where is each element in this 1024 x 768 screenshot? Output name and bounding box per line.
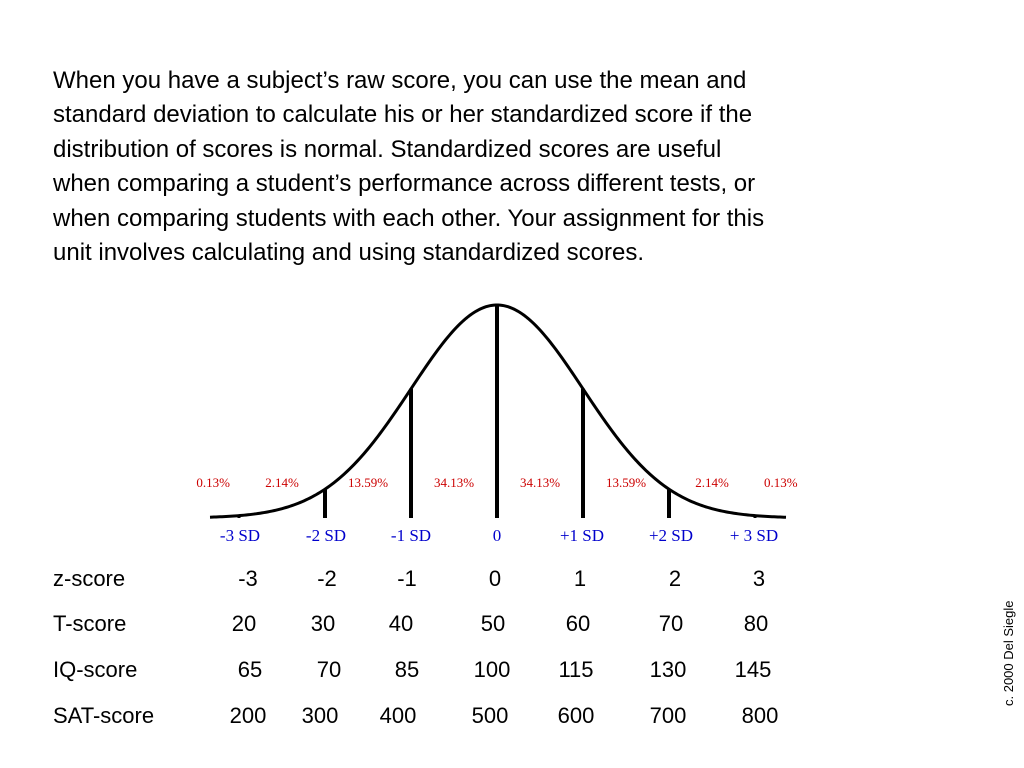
sd-label: -1 SD (390, 526, 432, 545)
score-cell: 20 (231, 611, 257, 636)
sd-label: +1 SD (559, 526, 605, 545)
paragraph-line: when comparing students with each other. Your assignment for this (53, 204, 765, 232)
percentage-label: 13.59% (605, 475, 647, 490)
percentage-label: 2.14% (265, 475, 299, 490)
score-row (0, 566, 1024, 596)
score-cell: 50 (480, 611, 506, 636)
score-cell: 70 (658, 611, 684, 636)
percentage-label: 0.13% (764, 475, 798, 490)
score-cell: 800 (741, 703, 779, 728)
paragraph-line: when comparing a student’s performance across different tests, or (53, 170, 756, 198)
sd-label: +2 SD (648, 526, 694, 545)
sd-lines (239, 305, 755, 518)
score-cell: 80 (743, 611, 769, 636)
percentage-label: 0.13% (196, 475, 230, 490)
score-row-label: z-score (53, 566, 126, 591)
score-row (0, 703, 1024, 733)
sd-label: -2 SD (305, 526, 347, 545)
score-cell: 65 (237, 657, 263, 682)
sd-labels (220, 526, 778, 545)
score-cell: 2 (668, 566, 682, 591)
percentage-label: 34.13% (519, 475, 561, 490)
score-cell: 70 (316, 657, 342, 682)
score-cell: 200 (229, 703, 267, 728)
score-cell: 700 (649, 703, 687, 728)
percentage-label: 34.13% (433, 475, 475, 490)
score-row-label: T-score (53, 611, 127, 636)
score-cell: -2 (317, 566, 337, 591)
score-cell: 130 (649, 657, 687, 682)
score-cell: 60 (565, 611, 591, 636)
score-cell: 3 (752, 566, 766, 591)
score-cell: 400 (379, 703, 417, 728)
sd-label: -3 SD (219, 526, 261, 545)
score-row (0, 611, 1024, 641)
score-cell: 1 (573, 566, 587, 591)
score-cell: 500 (471, 703, 509, 728)
paragraph-line: When you have a subject’s raw score, you can use the mean and (53, 67, 747, 94)
score-cell: -1 (397, 566, 417, 591)
score-cell: 85 (394, 657, 420, 682)
paragraph-line: distribution of scores is normal. Standardized scores are useful (53, 135, 722, 163)
score-row (0, 657, 1024, 687)
percentage-label: 13.59% (347, 475, 389, 490)
percentage-label: 2.14% (695, 475, 729, 490)
score-cell: 145 (734, 657, 772, 682)
score-cell: 40 (388, 611, 414, 636)
score-cell: 30 (310, 611, 336, 636)
score-row-label: SAT-score (53, 703, 155, 728)
sd-label: 0 (492, 526, 502, 545)
paragraph-line: unit involves calculating and using standardized scores. (53, 239, 645, 267)
paragraph-line: standard deviation to calculate his or her standardized score if the (53, 101, 753, 129)
score-row-label: IQ-score (53, 657, 138, 682)
score-cell: -3 (238, 566, 258, 591)
score-cell: 300 (301, 703, 339, 728)
credit-text: c. 2000 Del Siegle (1001, 600, 1016, 706)
score-cell: 0 (488, 566, 502, 591)
score-cell: 600 (557, 703, 595, 728)
score-cell: 115 (558, 657, 594, 682)
sd-label: + 3 SD (729, 526, 779, 545)
score-cell: 100 (473, 657, 511, 682)
